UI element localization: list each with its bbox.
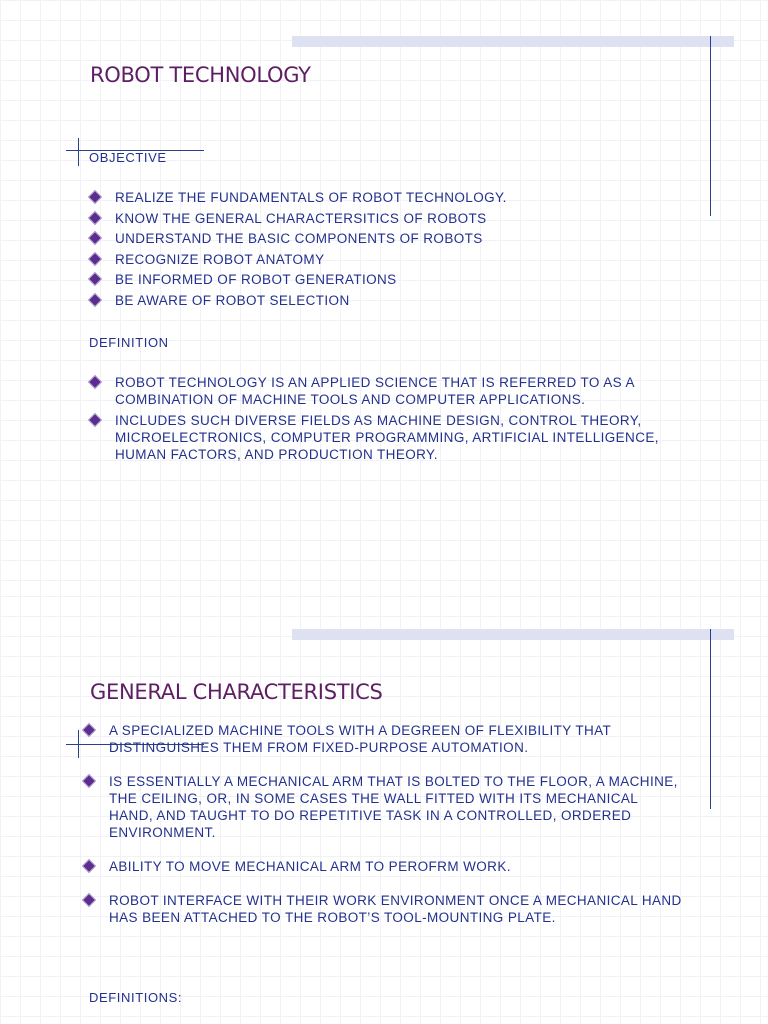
objectives-list — [89, 189, 689, 313]
slide-right-vertical-line — [710, 36, 711, 216]
diamond-bullet-icon — [88, 375, 102, 389]
list-item: KNOW THE GENERAL CHARACTERSITICS OF ROBOTS — [89, 210, 689, 227]
list-item: RECOGNIZE ROBOT ANATOMY — [89, 251, 689, 268]
slide-crosshair-vertical — [78, 138, 79, 166]
diamond-bullet-icon — [88, 190, 102, 204]
diamond-bullet-icon — [82, 723, 96, 737]
diamond-bullet-icon — [82, 859, 96, 873]
diamond-bullet-icon — [88, 293, 102, 307]
diamond-bullet-icon — [88, 231, 102, 245]
slide-title: GENERAL CHARACTERISTICS — [90, 680, 383, 704]
slide-crosshair-vertical — [78, 730, 79, 758]
characteristics-list — [83, 722, 683, 926]
slide-top-accent-bar — [292, 629, 734, 640]
slide-title: ROBOT TECHNOLOGY — [90, 63, 311, 87]
diamond-bullet-icon — [88, 272, 102, 286]
definitions-heading: DEFINITIONS: — [89, 990, 183, 1005]
list-item: BE AWARE OF ROBOT SELECTION — [89, 292, 689, 309]
diamond-bullet-icon — [88, 413, 102, 427]
slide-top-accent-bar — [292, 36, 734, 47]
list-item: IS ESSENTIALLY A MECHANICAL ARM THAT IS BOLTED TO THE FLOOR, A MACHINE, THE CEILING, OR, IN SOME CASES THE WALL FITTED WITH ITS MECHANICAL HAND, AND TAUGHT TO DO REPETITIVE TASK IN A CONTROLLED, ORDERED ENVIRONMENT. — [83, 773, 683, 841]
slide-right-vertical-line — [710, 629, 711, 809]
list-item: BE INFORMED OF ROBOT GENERATIONS — [89, 271, 689, 288]
definitions-list — [89, 374, 689, 467]
diamond-bullet-icon — [88, 211, 102, 225]
diamond-bullet-icon — [82, 774, 96, 788]
list-item: INCLUDES SUCH DIVERSE FIELDS AS MACHINE DESIGN, CONTROL THEORY, MICROELECTRONICS, COMPUTER PROGRAMMING, ARTIFICIAL INTELLIGENCE, HUMAN FACTORS, AND PRODUCTION THEORY. — [89, 412, 689, 463]
definition-heading: DEFINITION — [89, 335, 169, 350]
diamond-bullet-icon — [88, 252, 102, 266]
list-item: ABILITY TO MOVE MECHANICAL ARM TO PEROFRM WORK. — [83, 858, 683, 875]
list-item: ROBOT INTERFACE WITH THEIR WORK ENVIRONMENT ONCE A MECHANICAL HAND HAS BEEN ATTACHED TO THE ROBOT’S TOOL-MOUNTING PLATE. — [83, 892, 683, 926]
list-item: REALIZE THE FUNDAMENTALS OF ROBOT TECHNOLOGY. — [89, 189, 689, 206]
diamond-bullet-icon — [82, 893, 96, 907]
objective-heading: OBJECTIVE — [89, 150, 167, 165]
list-item: ROBOT TECHNOLOGY IS AN APPLIED SCIENCE THAT IS REFERRED TO AS A COMBINATION OF MACHINE TOOLS AND COMPUTER APPLICATIONS. — [89, 374, 689, 408]
list-item: UNDERSTAND THE BASIC COMPONENTS OF ROBOTS — [89, 230, 689, 247]
list-item: A SPECIALIZED MACHINE TOOLS WITH A DEGREEN OF FLEXIBILITY THAT DISTINGUISHES THEM FROM FIXED-PURPOSE AUTOMATION. — [83, 722, 683, 756]
